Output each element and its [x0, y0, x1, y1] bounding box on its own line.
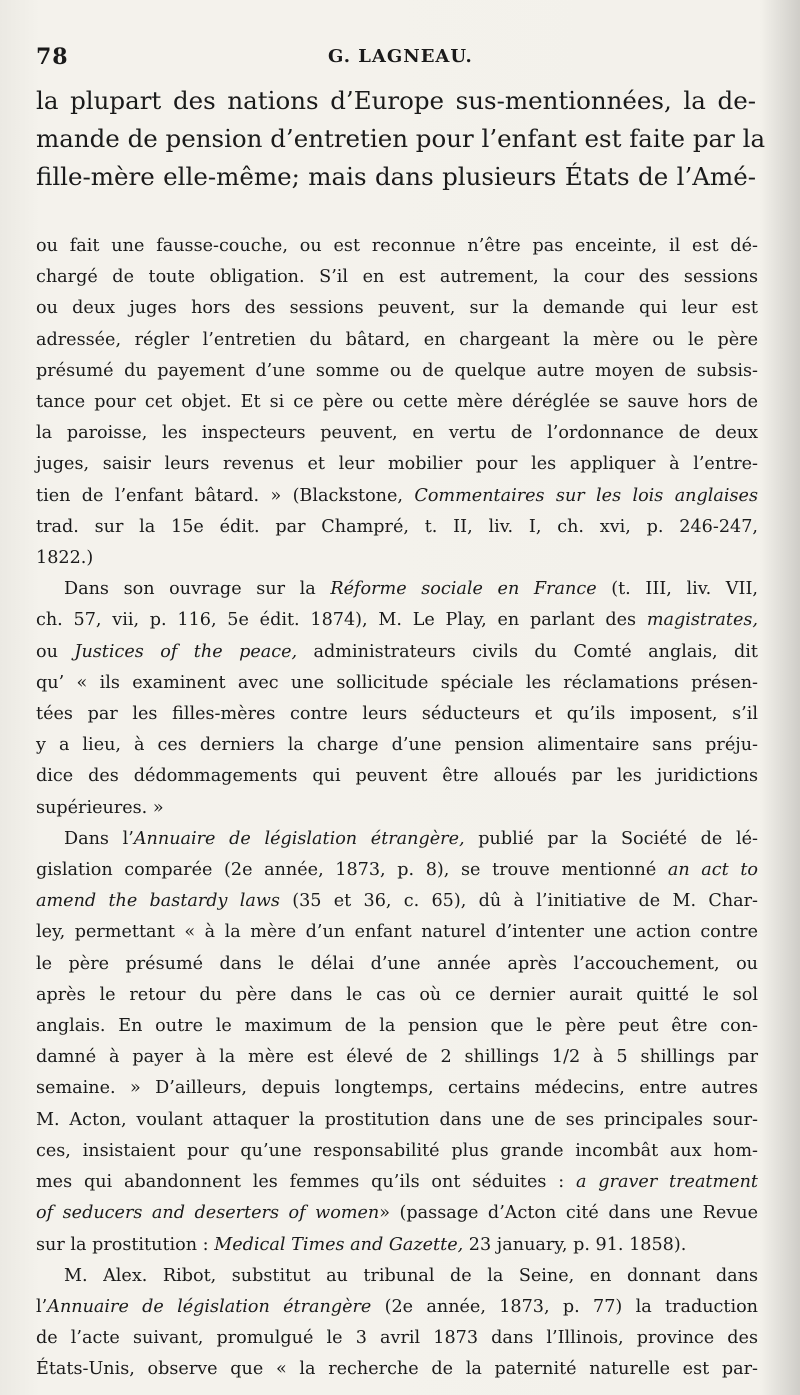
text-run: Dans son ouvrage sur la	[64, 579, 331, 600]
paragraph-line	[36, 574, 758, 605]
italic-term: amend the bastardy laws	[36, 891, 280, 912]
paragraph-line: ces, insistaient pour qu’une responsabilité plus grande incombât aux hom-	[36, 1140, 758, 1161]
italic-term: a graver treatment	[576, 1172, 759, 1193]
footnote-line: trad. sur la 15e édit. par Champré, t. II, liv. I, ch. xvi, p. 246-247,	[36, 516, 758, 537]
text-run: administrateurs civils du Comté anglais, dit	[297, 641, 758, 662]
page-number: 78	[36, 44, 69, 70]
paragraph-line: anglais. En outre le maximum de la pension que le père peut être con-	[36, 1016, 758, 1037]
text-run: (2e année, 1873, p. 77) la traduction	[371, 1296, 759, 1317]
footnote-line: présumé du payement d’une somme ou de quelque autre moyen de subsis-	[36, 360, 758, 381]
main-text-line: la plupart des nations d’Europe sus-mentionnées, la de-	[36, 86, 756, 115]
italic-term: magistrates,	[646, 610, 758, 631]
text-run: publié par la Société de lé-	[464, 828, 758, 849]
footnote-line: chargé de toute obligation. S’il en est autrement, la cour des sessions	[36, 267, 758, 288]
text-run: gislation comparée (2e année, 1873, p. 8), se trouve mentionné	[36, 860, 668, 881]
paragraph-line: le père présumé dans le délai d’une année après l’accouchement, ou	[36, 953, 758, 974]
text-run: l’	[36, 1296, 48, 1317]
paragraph-line: États-Unis, observe que « la recherche de la paternité naturelle est par-	[36, 1359, 758, 1380]
paragraph-line	[36, 1292, 758, 1323]
paragraph-line	[36, 1167, 758, 1198]
text-run: (35 et 36, c. 65), dû à l’initiative de M. Char-	[279, 891, 758, 912]
citation-title: Annuaire de législation étrangère	[47, 1296, 372, 1317]
italic-term: Justices of the peace,	[74, 641, 298, 662]
paragraph-line: qu’ « ils examinent avec une sollicitude spéciale les réclamations présen-	[36, 672, 758, 693]
text-run: tien de l’enfant bâtard. » (Blackstone,	[36, 485, 415, 506]
footnote-line: ou deux juges hors des sessions peuvent, sur la demande qui leur est	[36, 298, 758, 319]
main-text	[36, 82, 766, 196]
citation-title: Medical Times and Gazette,	[214, 1234, 464, 1255]
citation-title: Réforme sociale en France	[330, 579, 597, 600]
paragraph-line	[36, 1198, 758, 1229]
text-run: Dans l’	[64, 828, 134, 849]
footnote-line: tance pour cet objet. Et si ce père ou cette mère déréglée se sauve hors de	[36, 392, 758, 413]
page-header	[36, 44, 766, 74]
text-run: mes qui abandonnent les femmes qu’ils ont séduites :	[36, 1172, 576, 1193]
italic-term: an act to	[667, 860, 758, 881]
paragraph-line: tées par les filles-mères contre leurs séducteurs et qu’ils imposent, s’il	[36, 704, 758, 725]
paragraph-line: M. Alex. Ribot, substitut au tribunal de la Seine, en donnant dans	[64, 1265, 758, 1286]
paragraph-line: M. Acton, voulant attaquer la prostitution dans une de ses principales sour-	[36, 1109, 758, 1130]
citation-title: Annuaire de législation étrangère,	[133, 828, 465, 849]
running-head: G. LAGNEAU.	[328, 46, 473, 67]
text-run: ou	[36, 641, 75, 662]
main-text-line: fille-mère elle-même; mais dans plusieurs États de l’Amé-	[36, 162, 756, 191]
italic-term: of seducers and deserters of women	[36, 1203, 380, 1224]
paragraph-line: semaine. » D’ailleurs, depuis longtemps, certains médecins, entre autres	[36, 1078, 758, 1099]
main-text-line: mande de pension d’entretien pour l’enfant est faite par la	[36, 124, 766, 153]
footnote-line	[36, 481, 758, 512]
text-run: (t. III, liv. VII,	[596, 579, 758, 600]
paragraph-line: dice des dédommagements qui peuvent être alloués par les juridictions	[36, 766, 758, 787]
footnote-line: ou fait une fausse-couche, ou est reconnue n’être pas enceinte, il est dé-	[36, 236, 758, 256]
paragraph-line: supérieures. »	[36, 797, 164, 818]
footnote-text	[36, 231, 758, 1386]
text-run: 23 january, p. 91. 1858).	[463, 1234, 687, 1255]
paragraph-line	[36, 855, 758, 886]
paragraph-line	[36, 886, 758, 917]
paragraph-line	[36, 824, 758, 855]
paragraph-line	[36, 637, 758, 668]
text-run: » (passage d’Acton cité dans une Revue	[379, 1203, 758, 1224]
paragraph-line	[36, 605, 758, 636]
footnote-line: 1822.)	[36, 548, 94, 569]
footnote-line: juges, saisir leurs revenus et leur mobilier pour les appliquer à l’entre-	[36, 454, 758, 475]
citation-title: Commentaires sur les lois anglaises	[414, 485, 758, 506]
text-run: sur la prostitution :	[36, 1234, 215, 1255]
footnote-line: la paroisse, les inspecteurs peuvent, en vertu de l’ordonnance de deux	[36, 423, 758, 444]
paragraph-line	[36, 1230, 758, 1261]
paragraph-line: de l’acte suivant, promulgué le 3 avril 1873 dans l’Illinois, province des	[36, 1328, 758, 1349]
footnote-line: adressée, régler l’entretien du bâtard, en chargeant la mère ou le père	[36, 329, 758, 350]
paragraph-line: ley, permettant « à la mère d’un enfant naturel d’intenter une action contre	[36, 922, 758, 943]
paragraph-line: damné à payer à la mère est élevé de 2 shillings 1/2 à 5 shillings par	[36, 1047, 758, 1068]
text-run: ch. 57, vii, p. 116, 5e édit. 1874), M. Le Play, en parlant des	[36, 610, 647, 631]
paragraph-line: y a lieu, à ces derniers la charge d’une pension alimentaire sans préju-	[36, 735, 758, 756]
paragraph-line: après le retour du père dans le cas où ce dernier aurait quitté le sol	[36, 984, 758, 1005]
